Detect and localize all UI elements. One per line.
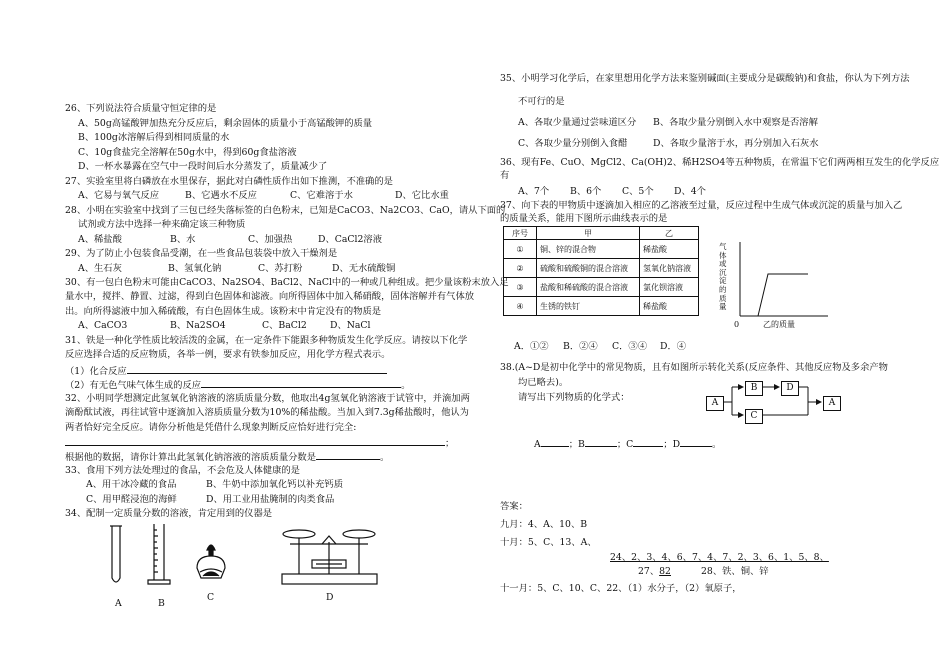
q34-label-c: C (207, 592, 215, 603)
q33-option-b: B、牛奶中添加氧化钙以补充钙质 (206, 479, 343, 490)
q38-node-a-start: A (706, 396, 724, 411)
q33-option-c: C、用甲醛浸泡的海鲜 (86, 494, 177, 505)
q37-stem-cont: 的质量关系，能用下图所示曲线表示的是 (500, 213, 668, 224)
answers-line-4-rest: 28、铁、铜、锌 (700, 566, 769, 577)
q31-line-1: 31、铁是一种化学性质比较活泼的金属，在一定条件下能跟多种物质发生化学反应。请按以下化学 (65, 335, 468, 346)
q37-option-d: D．④ (660, 341, 687, 352)
q28-stem: 28、小明在实验室中找到了三包已经失落标签的白色粉末，已知是CaCO3、Na2CO3、CaO，请从下面的 (65, 205, 506, 216)
q36-option-b: B、6个 (570, 186, 602, 197)
q37-row-yi: 稀盐酸 (640, 240, 699, 259)
q30-line-1: 30、有一包白色粉末可能由CaCO3、Na2SO4、BaCl2、NaCl中的一种或几种组成。把少量该粉末放入足 (65, 277, 509, 288)
q26-option-b: B、100g冰溶解后得到相同质量的水 (78, 132, 230, 143)
q38-blank-b[interactable] (585, 437, 617, 447)
q33-option-d: D、用工业用盐腌制的肉类食品 (206, 494, 335, 505)
q38-stem: 38.(A~D是初中化学中的常见物质，且有如图所示转化关系(反应条件、其他反应物及多余产物 (500, 362, 888, 373)
q30-option-a: A、CaCO3 (78, 320, 128, 331)
q30-line-3: 出。向所得滤液中加入稀硫酸，有白色固体生成。该粉末中肯定没有的物质是 (65, 306, 382, 317)
q36-option-d: D、4个 (674, 186, 706, 197)
q37-graph-ylabel: 气体或沉淀的质量 (719, 242, 727, 312)
q29-option-d: D、无水硫酸铜 (332, 263, 396, 274)
q26-stem: 26、下列说法符合质量守恒定律的是 (65, 103, 217, 114)
q34-instruments-figure (100, 520, 390, 605)
q36-stem: 36、现有Fe、CuO、MgCl2、Ca(OH)2、稀H2SO4等五种物质，在常温下它们两两相互发生的化学反应 (500, 157, 940, 168)
q31-end: 。 (401, 380, 411, 391)
q37-row-no: ① (504, 240, 537, 259)
q38-fill-line (534, 437, 721, 451)
answers-line-5: 十一月：5、C、10、C、22、（1）水分子，（2）氧原子， (500, 583, 742, 594)
q38-blank-a[interactable] (541, 437, 569, 447)
q38-fill-d-label: ；D (663, 439, 681, 450)
graduated-cylinder-icon (148, 524, 170, 584)
q38-fill-c-label: ；C (616, 439, 634, 450)
graph-curve (740, 274, 808, 316)
q29-option-b: B、氢氧化钠 (168, 263, 222, 274)
answers-line-4-value: 82 (659, 566, 671, 577)
q38-fill-b-label: ；B (568, 439, 585, 450)
q38-blank-c[interactable] (633, 437, 663, 447)
q38-fill-end: 。 (712, 439, 722, 450)
q32-line-2: 滴酚酞试液，再往试管中逐滴加入溶质质量分数为10%的稀盐酸。当加入到7.3g稀盐酸时，他认为 (65, 407, 469, 418)
q28-option-a: A、稀盐酸 (78, 234, 122, 245)
q35-option-c: C、各取少量分别倒入食醋 (518, 138, 628, 149)
q37-row-jia: 硫酸和硫酸铜的混合溶液 (537, 259, 640, 278)
q32-answer-blank-1[interactable] (65, 436, 445, 446)
q37-option-a: A．①② (514, 341, 549, 352)
q27-option-c: C、它难溶于水 (290, 190, 353, 201)
q27-option-b: B、它遇水不反应 (185, 190, 257, 201)
alcohol-lamp-icon (197, 545, 225, 578)
q37-graph-origin: 0 (734, 320, 740, 329)
q37-option-c: C．③④ (612, 341, 648, 352)
q29-option-c: C、苏打粉 (258, 263, 303, 274)
q37-row-no: ③ (504, 278, 537, 297)
answers-line-2: 十月：5、C、13、A、 (500, 537, 597, 548)
q31-answer-blank-2[interactable] (201, 378, 401, 388)
q37-stem: 37、向下表的甲物质中逐滴加入相应的乙溶液至过量，反应过程中生成气体或沉淀的质量与加入乙 (500, 200, 903, 211)
q35-option-a: A、各取少量通过尝味道区分 (518, 117, 637, 128)
table-row (504, 240, 699, 259)
q37-row-yi: 氢氧化钠溶液 (640, 259, 699, 278)
q37-row-no: ② (504, 259, 537, 278)
q32-end: 。 (380, 452, 390, 463)
table-row (504, 278, 699, 297)
q38-node-d: D (781, 381, 799, 396)
answers-line-4-label: 27、 (638, 566, 660, 577)
q29-option-a: A、生石灰 (78, 263, 122, 274)
q37-graph-xlabel: 乙的质量 (763, 320, 795, 329)
q27-stem: 27、实验室里将白磷放在水里保存，据此对白磷性质作出如下推测，不准确的是 (65, 176, 393, 187)
q37-header-yi: 乙 (640, 227, 699, 240)
answers-line-4 (638, 566, 769, 578)
q31-sub-1-text: （1）化合反应 (65, 366, 127, 377)
q37-row-yi: 稀盐酸 (640, 297, 699, 316)
q26-option-a: A、50g高锰酸钾加热充分反应后，剩余固体的质量小于高锰酸钾的质量 (78, 118, 373, 129)
q37-table (503, 226, 699, 316)
q37-option-b: B．②④ (563, 341, 598, 352)
q30-option-d: D、NaCl (330, 320, 371, 331)
q27-option-d: D、它比水重 (395, 190, 449, 201)
q32-semicolon: ； (445, 438, 455, 449)
q38-node-c: C (745, 409, 763, 424)
q36-option-a: A、7个 (518, 186, 550, 197)
q37-row-jia: 铜、锌的混合物 (537, 240, 640, 259)
q38-stem-cont: 均已略去)。 (518, 377, 569, 388)
q35-stem-cont: 不可行的是 (518, 96, 565, 107)
q38-fill-a-label: A (534, 439, 541, 450)
answers-line-1: 九月：4、A、10、B (500, 519, 588, 530)
q31-line-2: 反应选择合适的反应物质，各举一例，要求有铁参加反应，用化学方程式表示。 (65, 349, 391, 360)
q37-row-yi: 氯化钡溶液 (640, 278, 699, 297)
q34-label-b: B (158, 598, 165, 609)
q26-option-c: C、10g食盐完全溶解在50g水中，得到60g食盐溶液 (78, 147, 297, 158)
q32-line-3: 两者恰好完全反应。请你分析他是凭借什么现象判断反应恰好进行完全: (65, 422, 357, 433)
q31-sub-1 (65, 364, 387, 378)
answers-title: 答案： (500, 501, 528, 512)
q30-option-c: C、BaCl2 (262, 320, 307, 331)
q37-table-header (504, 227, 699, 240)
q32-line-4-text: 根据他的数据，请你计算出此氢氧化钠溶液的溶质质量分数是 (65, 452, 317, 463)
q32-answer-blank-2[interactable] (316, 450, 380, 460)
q32-answer-line (65, 436, 454, 450)
q32-line-1: 32、小明同学想测定此氢氧化钠溶液的溶质质量分数，他取出4g氢氧化钠溶液于试管中，并滴加两 (65, 393, 470, 404)
q37-row-jia: 生锈的铁钉 (537, 297, 640, 316)
q36-stem-cont: 有 (500, 170, 510, 181)
q35-option-d: D、各取少量溶于水，再分别加入石灰水 (653, 138, 819, 149)
q30-option-b: B、Na2SO4 (170, 320, 226, 331)
q34-label-a: A (115, 598, 122, 609)
q28-option-d: D、CaCl2溶液 (318, 234, 383, 245)
q31-sub-2 (65, 378, 410, 392)
q37-row-jia: 盐酸和稀硫酸的混合溶液 (537, 278, 640, 297)
balance-scale-icon (282, 530, 377, 584)
q28-option-b: B、水 (170, 234, 196, 245)
q37-row-no: ④ (504, 297, 537, 316)
q31-sub-2-text: （2）有无色气味气体生成的反应 (65, 380, 202, 391)
test-tube-icon (110, 526, 122, 582)
q37-header-no: 序号 (504, 227, 537, 240)
q38-node-b: B (745, 381, 763, 396)
table-row (504, 259, 699, 278)
q36-option-c: C、5个 (622, 186, 654, 197)
q34-stem: 34、配制一定质量分数的溶液，肯定用到的仪器是 (65, 508, 273, 519)
q32-line-4 (65, 450, 389, 464)
q35-option-b: B、各取少量分别倒入水中观察是否溶解 (653, 117, 818, 128)
q33-option-a: A、用干冰冷藏的食品 (86, 479, 177, 490)
q33-stem: 33、食用下列方法处理过的食品，不会危及人体健康的是 (65, 465, 300, 476)
q38-node-a-end: A (823, 396, 841, 411)
q37-header-jia: 甲 (537, 227, 640, 240)
table-row (504, 297, 699, 316)
q31-answer-blank-1[interactable] (127, 364, 387, 374)
q35-stem: 35、小明学习化学后，在家里想用化学方法来鉴别碱面(主要成分是碳酸钠)和食盐，你认为下列方法 (500, 73, 910, 84)
q28-option-c: C、加强热 (248, 234, 293, 245)
q28-stem-cont: 试剂或方法中选择一种来确定该三种物质 (78, 219, 246, 230)
q34-label-d: D (326, 592, 334, 603)
q30-line-2: 量水中，搅拌、静置、过滤，得到白色固体和滤液。向所得固体中加入稀硝酸，固体溶解并有气体放 (65, 291, 475, 302)
answers-line-3: 24、2、3、4、6、7、4、7、2、3、6、1、5、8、 (610, 552, 829, 563)
q38-stem-prompt: 请写出下列物质的化学式： (518, 392, 630, 403)
q26-option-d: D、一杯水暴露在空气中一段时间后水分蒸发了，质量减少了 (78, 161, 328, 172)
q29-stem: 29、为了防止小包装食品受潮，在一些食品包装袋中放入干燥剂是 (65, 248, 338, 259)
q27-option-a: A、它易与氧气反应 (78, 190, 160, 201)
q38-blank-d[interactable] (680, 437, 712, 447)
